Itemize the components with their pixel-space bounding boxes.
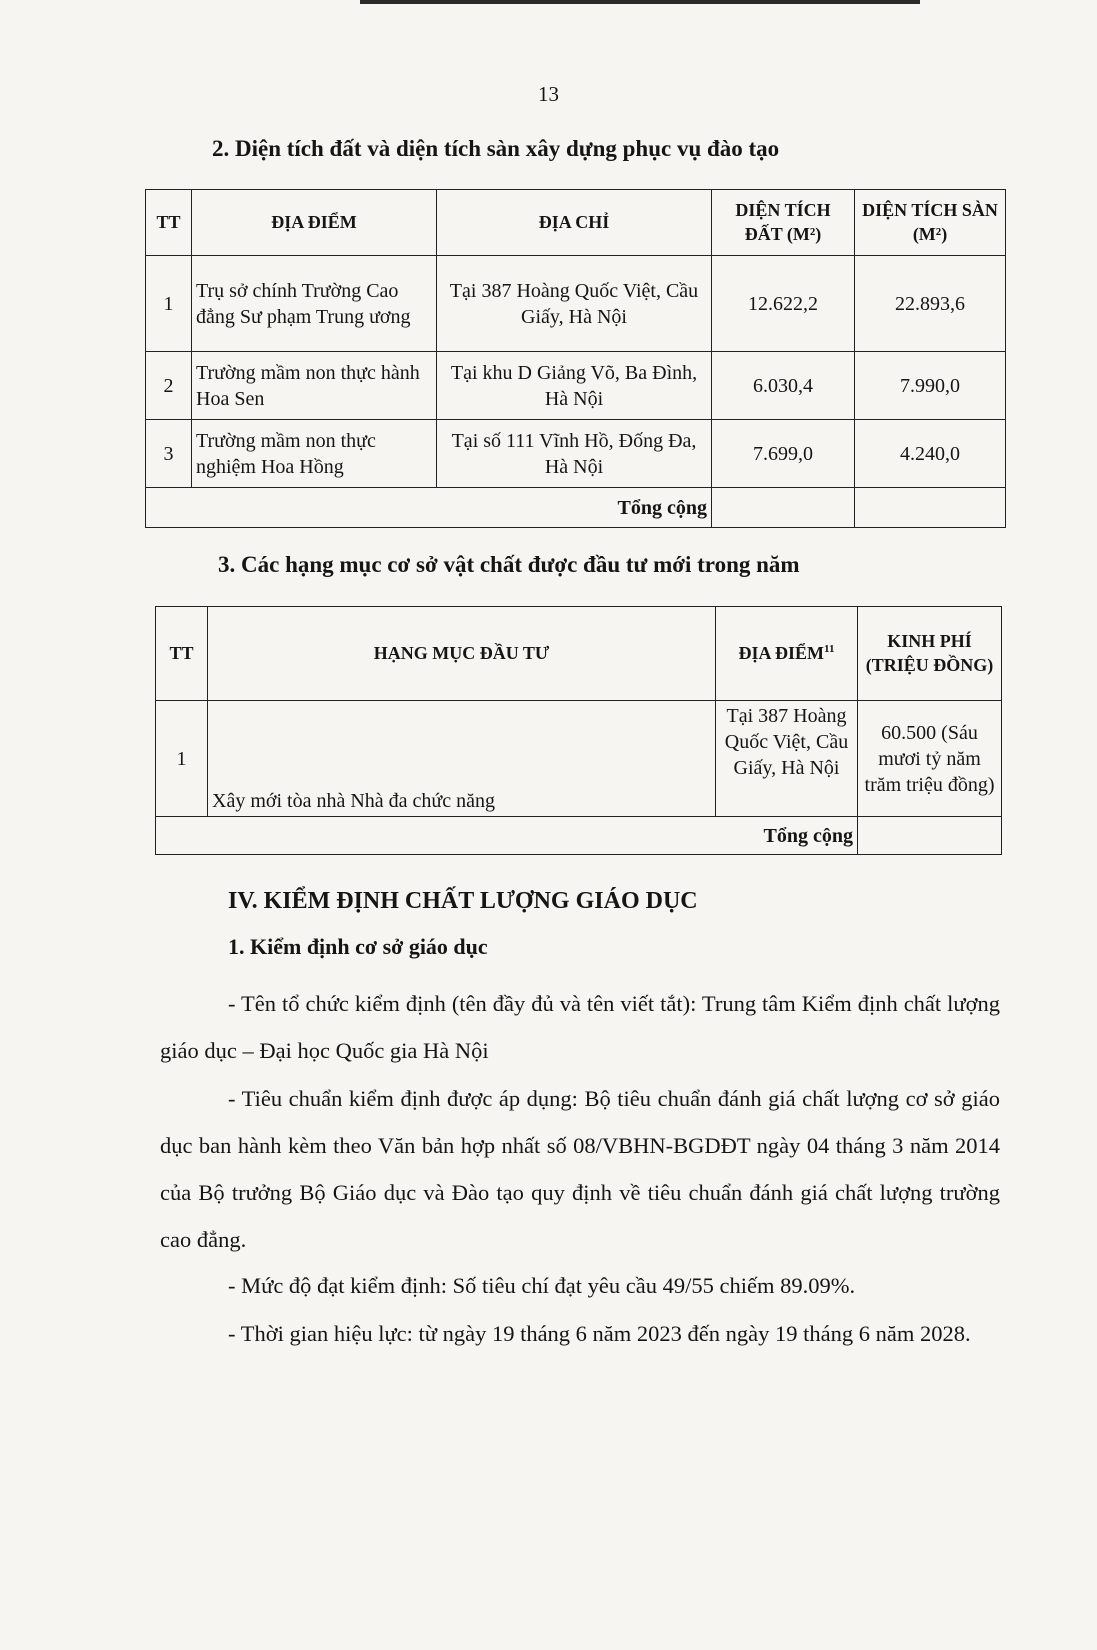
paragraph-result: - Mức độ đạt kiểm định: Số tiêu chí đạt yêu cầu 49/55 chiếm 89.09%. bbox=[228, 1273, 856, 1298]
cell-address: Tại 387 Hoàng Quốc Việt, Cầu Giấy, Hà Nội bbox=[437, 256, 712, 352]
header-tt: TT bbox=[146, 190, 192, 256]
paragraph-validity: - Thời gian hiệu lực: từ ngày 19 tháng 6 năm 2023 đến ngày 19 tháng 6 năm 2028. bbox=[228, 1321, 971, 1346]
header-location bbox=[716, 607, 858, 701]
quality-section-heading: IV. KIỂM ĐỊNH CHẤT LƯỢNG GIÁO DỤC bbox=[228, 888, 698, 914]
header-location-label: ĐỊA ĐIỂM bbox=[738, 642, 825, 663]
header-land-area: DIỆN TÍCH ĐẤT (M²) bbox=[712, 190, 855, 256]
header-location: ĐỊA ĐIỂM bbox=[192, 190, 437, 256]
cell-land-area: 6.030,4 bbox=[712, 352, 855, 420]
header-cost: KINH PHÍ (TRIỆU ĐỒNG) bbox=[858, 607, 1002, 701]
page-number: 13 bbox=[538, 82, 559, 106]
institution-accreditation-heading: 1. Kiểm định cơ sở giáo dục bbox=[228, 934, 488, 959]
total-label: Tổng cộng bbox=[156, 817, 858, 855]
cell-item: Xây mới tòa nhà Nhà đa chức năng bbox=[208, 701, 716, 817]
total-row bbox=[156, 817, 1002, 855]
cell-tt: 1 bbox=[156, 701, 208, 817]
land-area-table bbox=[145, 189, 1006, 528]
header-address: ĐỊA CHỈ bbox=[437, 190, 712, 256]
total-label: Tổng cộng bbox=[146, 488, 712, 528]
cell-floor-area: 7.990,0 bbox=[855, 352, 1006, 420]
cell-cost: 60.500 (Sáu mươi tỷ năm trăm triệu đồng) bbox=[858, 701, 1002, 817]
table-row bbox=[146, 256, 1006, 352]
table-header-row bbox=[146, 190, 1006, 256]
cell-address: Tại khu D Giảng Võ, Ba Đình, Hà Nội bbox=[437, 352, 712, 420]
cell-location: Trường mầm non thực nghiệm Hoa Hồng bbox=[192, 420, 437, 488]
cell-land-area: 7.699,0 bbox=[712, 420, 855, 488]
footnote-mark: 11 bbox=[824, 642, 835, 655]
table-header-row bbox=[156, 607, 1002, 701]
header-floor-area: DIỆN TÍCH SÀN (M²) bbox=[855, 190, 1006, 256]
header-tt: TT bbox=[156, 607, 208, 701]
investment-table bbox=[155, 606, 1002, 855]
cell-address: Tại số 111 Vĩnh Hồ, Đống Đa, Hà Nội bbox=[437, 420, 712, 488]
total-cost bbox=[858, 817, 1002, 855]
table-row bbox=[146, 352, 1006, 420]
cell-tt: 3 bbox=[146, 420, 192, 488]
cell-tt: 1 bbox=[146, 256, 192, 352]
total-floor-area bbox=[855, 488, 1006, 528]
total-row bbox=[146, 488, 1006, 528]
cell-location: Tại 387 Hoàng Quốc Việt, Cầu Giấy, Hà Nội bbox=[716, 701, 858, 817]
invest-section-heading: 3. Các hạng mục cơ sở vật chất được đầu tư mới trong năm bbox=[218, 552, 800, 577]
land-section-heading: 2. Diện tích đất và diện tích sàn xây dựng phục vụ đào tạo bbox=[212, 136, 780, 161]
paragraph-standards: - Tiêu chuẩn kiểm định được áp dụng: Bộ tiêu chuẩn đánh giá chất lượng cơ sở giáo dục ban hành kèm theo Văn bản hợp nhất số 08/VBHN-BGDĐT ngày 04 tháng 3 năm 2014 của Bộ trưởng Bộ Giáo dục và Đào tạo quy định về tiêu chuẩn đánh giá chất lượng trường cao đẳng. bbox=[160, 1086, 1000, 1252]
table-row bbox=[146, 420, 1006, 488]
paragraph-organization: - Tên tổ chức kiểm định (tên đầy đủ và tên viết tắt): Trung tâm Kiểm định chất lượng giáo dục – Đại học Quốc gia Hà Nội bbox=[160, 991, 1000, 1063]
scan-edge bbox=[360, 0, 920, 4]
cell-tt: 2 bbox=[146, 352, 192, 420]
table-row bbox=[156, 701, 1002, 817]
cell-floor-area: 4.240,0 bbox=[855, 420, 1006, 488]
header-item: HẠNG MỤC ĐẦU TƯ bbox=[208, 607, 716, 701]
cell-location: Trụ sở chính Trường Cao đẳng Sư phạm Trung ương bbox=[192, 256, 437, 352]
cell-floor-area: 22.893,6 bbox=[855, 256, 1006, 352]
cell-location: Trường mầm non thực hành Hoa Sen bbox=[192, 352, 437, 420]
cell-land-area: 12.622,2 bbox=[712, 256, 855, 352]
total-land-area bbox=[712, 488, 855, 528]
